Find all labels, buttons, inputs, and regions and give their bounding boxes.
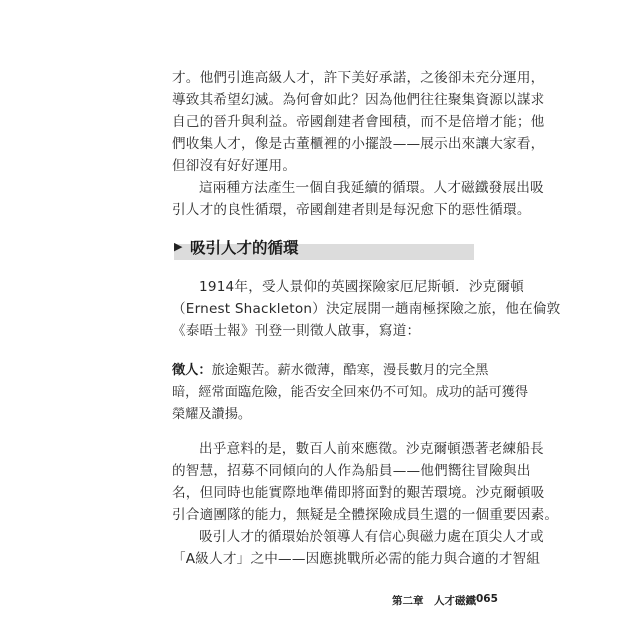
paragraph-4-line-2: 的智慧，招募不同傾向的人作為船員——他們嚮往冒險與出: [172, 463, 531, 479]
paragraph-1-line-2: 導致其希望幻滅。為何會如此？因為他們往往聚集資源以謀求: [172, 92, 545, 108]
section-heading: [172, 234, 472, 260]
paragraph-2-line-2: 引人才的良性循環，帝國創建者則是每況愈下的惡性循環。: [172, 202, 531, 218]
paragraph-5-line-2: 「A級人才」之中——因應挑戰所必需的能力與合適的才智組: [172, 551, 541, 567]
paragraph-1-line-5: 但卻沒有好好運用。: [172, 158, 297, 174]
paragraph-4-line-4: 引合適團隊的能力，無疑是全體探險成員生還的一個重要因素。: [172, 507, 559, 523]
paragraph-1-line-4: 們收集人才，像是古董櫃裡的小擺設——展示出來讓大家看，: [172, 136, 545, 152]
paragraph-1-line-3: 自己的晉升與利益。帝國創建者會囤積，而不是倍增才能；他: [172, 114, 545, 130]
heading-arrow-icon: ▶: [174, 240, 183, 253]
paragraph-4-line-1: 出乎意料的是，數百人前來應徵。沙克爾頓憑著老練船長: [199, 441, 544, 457]
quote-line-1-text: 旅途艱苦。薪水微薄，酷寒，漫長數月的完全黑: [211, 363, 489, 378]
running-footer-chapter: 第二章 人才磁鐵: [392, 595, 476, 607]
quote-label: 徵人：: [172, 363, 212, 378]
paragraph-3-line-1: 1914年，受人景仰的英國探險家厄尼斯頓．沙克爾頓: [199, 279, 525, 295]
quote-line-3: 榮耀及讚揚。: [172, 407, 252, 422]
paragraph-4-line-3: 名，但同時也能實際地準備即將面對的艱苦環境。沙克爾頓吸: [172, 485, 545, 501]
paragraph-3-line-3: 《泰晤士報》刊登一則徵人啟事，寫道：: [172, 323, 421, 339]
paragraph-1-line-1: 才。他們引進高級人才，許下美好承諾，之後卻未充分運用，: [172, 70, 545, 86]
paragraph-5-line-1: 吸引人才的循環始於領導人有信心與磁力處在頂尖人才或: [199, 529, 544, 545]
quote-line-1: [172, 359, 489, 378]
paragraph-2-line-1: 這兩種方法產生一個自我延續的循環。人才磁鐵發展出吸: [199, 180, 544, 196]
page-number: 065: [476, 593, 498, 605]
paragraph-3-line-2: （Ernest Shackleton）決定展開一趟南極探險之旅，他在倫敦: [172, 301, 561, 317]
heading-title: 吸引人才的循環: [190, 239, 299, 257]
quote-line-2: 暗，經常面臨危險，能否安全回來仍不可知。成功的話可獲得: [172, 385, 529, 400]
